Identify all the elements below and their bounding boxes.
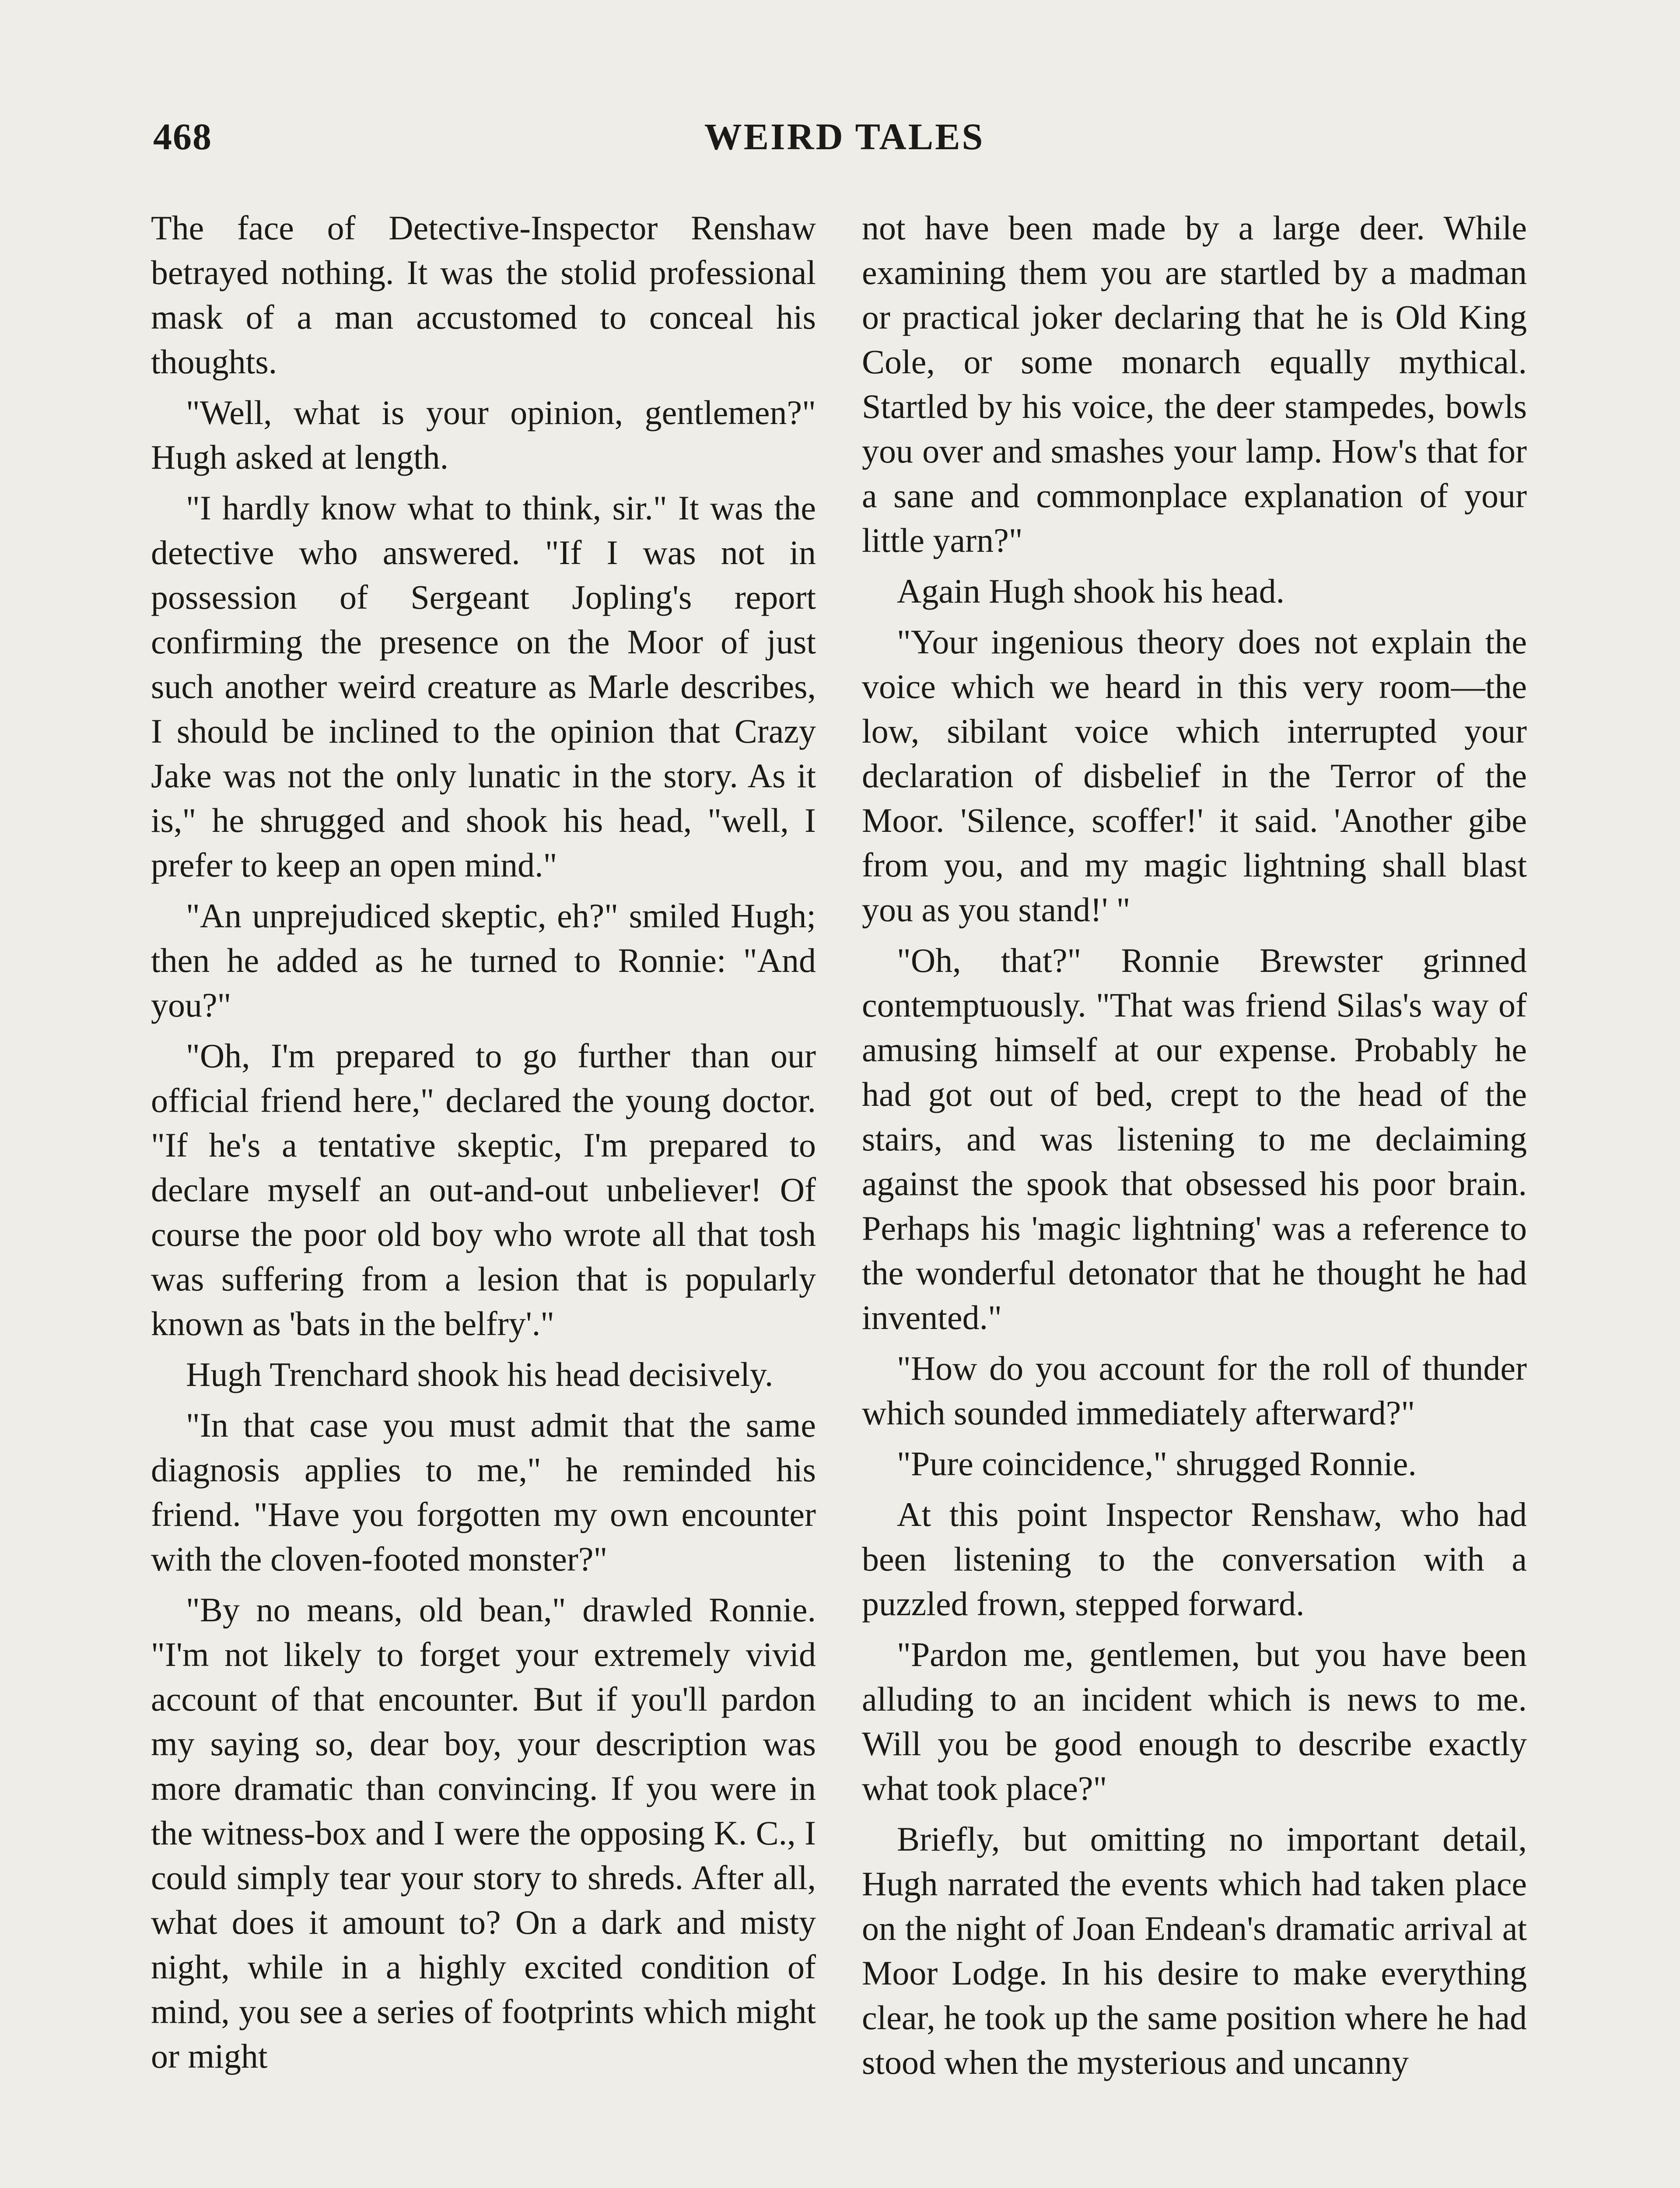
paragraph: "In that case you must admit that the same diagnosis applies to me," he reminded his friend. "Have you forgotten my own encounter with the cloven-footed monster?": [151, 1406, 816, 1578]
paragraph: At this point Inspector Renshaw, who had been listening to the conversation with a puzzled frown, stepped forward.: [862, 1495, 1527, 1623]
paragraph: "Pardon me, gentlemen, but you have been alluding to an incident which is news to me. Will you be good enough to describe exactly what took place?": [862, 1635, 1527, 1807]
paragraph: "How do you account for the roll of thunder which sounded immediately afterward?": [862, 1349, 1527, 1432]
paragraph: "Well, what is your opinion, gentlemen?" Hugh asked at length.: [151, 393, 816, 476]
paragraph: "An unprejudiced skeptic, eh?" smiled Hugh; then he added as he turned to Ronnie: "And you?": [151, 897, 816, 1024]
paragraph: "Oh, that?" Ronnie Brewster grinned contemptuously. "That was friend Silas's way of amusing himself at our expense. Probably he had got out of bed, crept to the head of the stairs, and was listening to me declaiming against the spook that obsessed his poor brain. Perhaps his 'magic lightning' was a reference to the wonderful detonator that he thought he had invented.": [862, 941, 1527, 1336]
paragraph: Again Hugh shook his head.: [897, 572, 1285, 610]
paragraph: "I hardly know what to think, sir." It was the detective who answered. "If I was not in possession of Sergeant Jopling's report confirming the presence on the Moor of just such another weird creature as Marle describes, I should be inclined to the opinion that Crazy Jake was not the only lunatic in the story. As it is," he shrugged and shook his head, "well, I prefer to keep an open mind.": [151, 489, 816, 884]
paragraph: The face of Detective-Inspector Renshaw betrayed nothing. It was the stolid professional mask of a man accustomed to conceal his thoughts.: [151, 209, 816, 381]
right-column: [862, 206, 1527, 2091]
paragraph: "Your ingenious theory does not explain the voice which we heard in this very room—the low, sibilant voice which interrupted your declaration of disbelief in the Terror of the Moor. 'Silence, scoffer!' it said. 'Another gibe from you, and my magic lightning shall blast you as you stand!' ": [862, 623, 1527, 929]
paragraph: not have been made by a large deer. While examining them you are startled by a madman or practical joker declaring that he is Old King Cole, or some monarch equally mythical. Startled by his voice, the deer stampedes, bowls you over and smashes your lamp. How's that for a sane and commonplace explanation of your little yarn?": [862, 209, 1527, 559]
paragraph: Hugh Trenchard shook his head decisively.: [186, 1355, 774, 1393]
paragraph: "By no means, old bean," drawled Ronnie. "I'm not likely to forget your extremely vivid account of that encounter. But if you'll pardon my saying so, dear boy, your description was more dramatic than convincing. If you were in the witness-box and I were the opposing K. C., I could simply tear your story to shreds. After all, what does it amount to? On a dark and misty night, while in a highly excited condition of mind, you see a series of footprints which might or might: [151, 1591, 816, 2075]
left-column: [151, 206, 816, 2085]
paragraph: Briefly, but omitting no important detail, Hugh narrated the events which had taken place on the night of Joan Endean's dramatic arrival at Moor Lodge. In his desire to make everything clear, he took up the same position where he had stood when the mysterious and uncanny: [862, 1820, 1527, 2081]
paragraph: "Pure coincidence," shrugged Ronnie.: [897, 1445, 1417, 1483]
page-header: [153, 115, 1536, 167]
paragraph: "Oh, I'm prepared to go further than our official friend here," declared the young doctor. "If he's a tentative skeptic, I'm prepared to declare myself an out-and-out unbeliever! Of course the poor old boy who wrote all that tosh was suffering from a lesion that is popularly known as 'bats in the belfry'.": [151, 1037, 816, 1343]
running-title: WEIRD TALES: [704, 116, 985, 158]
page-number: 468: [153, 116, 212, 158]
